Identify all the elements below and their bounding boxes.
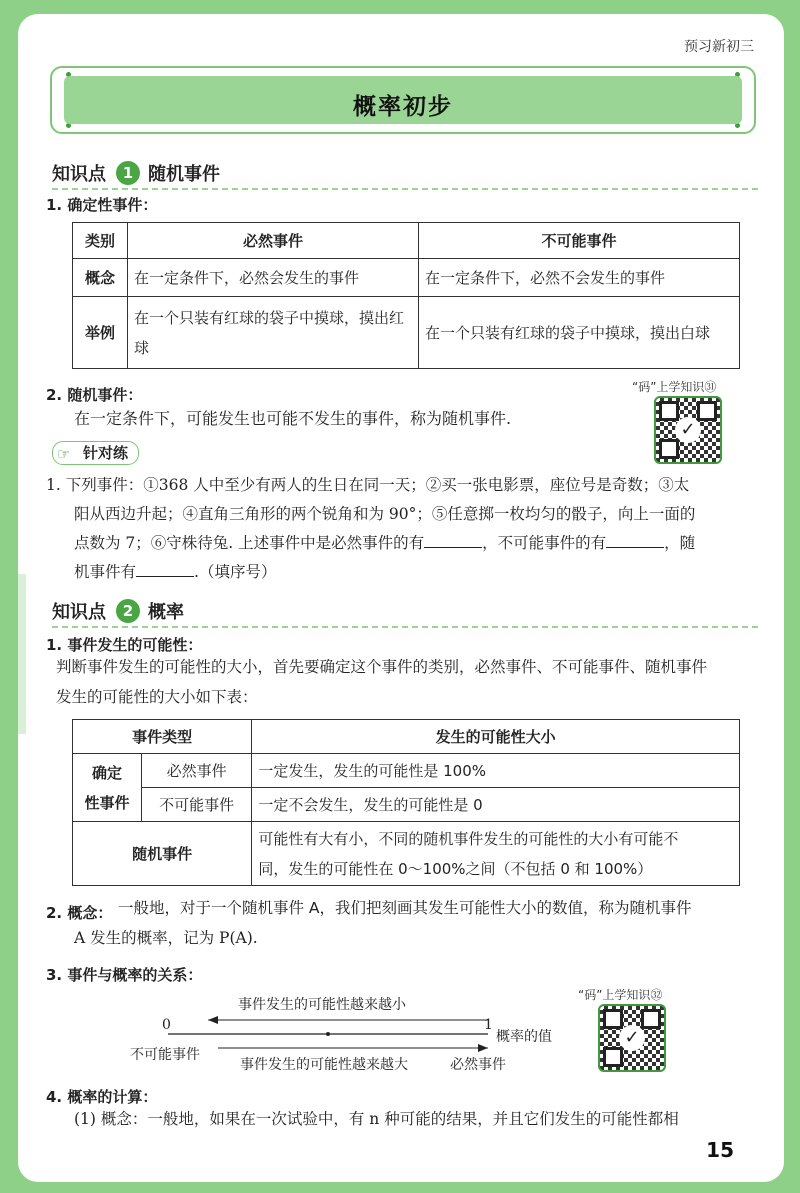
decreasing-arrowhead (208, 1016, 218, 1024)
practice-label: 针对练 (83, 444, 129, 462)
qr-corner (641, 1009, 661, 1029)
kp2-item1-title: 1. 事件发生的可能性： (46, 636, 203, 654)
practice-q1-text: .（填序号） (194, 563, 277, 581)
table-header-certain: 必然事件 (128, 223, 419, 259)
axis-one-label: 1 (484, 1017, 493, 1033)
answer-blank-random[interactable] (136, 560, 194, 577)
qr-corner (659, 401, 679, 421)
kp1-heading (52, 158, 758, 190)
practice-q1-text: 机事件有 (74, 563, 137, 581)
check-icon: ✓ (675, 417, 701, 443)
kp1-title: 随机事件 (148, 164, 220, 185)
kp2-divider (52, 626, 758, 628)
practice-q1-text: ，随 (664, 534, 696, 552)
kp2-item1-line2: 发生的可能性的大小如下表： (56, 688, 258, 706)
decreasing-label: 事件发生的可能性越来越小 (238, 997, 406, 1013)
kp2-item2-title: 2. 概念： (46, 904, 113, 922)
practice-q1-text: 点数为 7；⑥守株待兔. 上述事件中是必然事件的有 (74, 534, 425, 552)
page (18, 14, 784, 1182)
kp2-heading (52, 596, 758, 628)
kp2-item1-line1: 判断事件发生的可能性的大小，首先要确定这个事件的类别，必然事件、不可能事件、随机事件 (56, 658, 708, 676)
kp2-item3-title: 3. 事件与概率的关系： (46, 966, 203, 984)
deterministic-events-table (72, 222, 740, 369)
table-cell-line: 同，发生的可能性在 0～100%之间（不包括 0 和 100%） (258, 859, 653, 878)
practice-q1-line3 (74, 528, 695, 558)
table-row (73, 754, 740, 788)
table-group-cell (73, 754, 142, 822)
table-row (73, 297, 740, 369)
increasing-label: 事件发生的可能性越来越大 (240, 1057, 408, 1073)
table-cell (252, 822, 740, 886)
table-cell: 在一个只装有红球的袋子中摸球，摸出白球 (419, 297, 740, 369)
kp2-label: 知识点 (52, 602, 106, 623)
table-header-impossible: 不可能事件 (419, 223, 740, 259)
axis-zero-label: 0 (162, 1017, 171, 1033)
kp1-item2-text: 在一定条件下，可能发生也可能不发生的事件，称为随机事件. (74, 409, 512, 428)
qr-corner (603, 1009, 623, 1029)
page-title: 概率初步 (353, 94, 453, 120)
kp1-number-badge: 1 (116, 161, 140, 185)
kp2-item2-line1: 一般地，对于一个随机事件 A，我们把刻画其发生可能性大小的数值，称为随机事件 (118, 899, 692, 917)
qr-corner (697, 401, 717, 421)
answer-blank-impossible[interactable] (606, 531, 664, 548)
likelihood-table (72, 719, 740, 886)
qr-corner (659, 439, 679, 459)
group-label-line: 确定 (91, 763, 122, 782)
banner-fill (64, 76, 742, 124)
table-cell: 在一定条件下，必然不会发生的事件 (419, 259, 740, 297)
grade-label: 预习新初三 (684, 39, 754, 55)
qr-caption: “码”上学知识㉛ (632, 380, 717, 394)
kp2-title: 概率 (148, 602, 184, 623)
practice-q1-line1: 1. 下列事件：①368 人中至少有两人的生日在同一天；②买一张电影票，座位号是奇数；③太 (46, 476, 690, 494)
increasing-arrowhead (478, 1044, 488, 1052)
kp2-item2-line2: A 发生的概率，记为 P(A). (74, 929, 258, 947)
kp2-number-badge: 2 (116, 599, 140, 623)
table-cell-line: 可能性有大有小，不同的随机事件发生的可能性的大小有可能不 (258, 829, 679, 848)
table-header-category: 类别 (73, 223, 128, 259)
table-row (73, 259, 740, 297)
table-header-row (73, 720, 740, 754)
title-banner (50, 66, 756, 134)
certain-event-label: 必然事件 (450, 1057, 506, 1073)
table-header-likelihood: 发生的可能性大小 (252, 720, 740, 754)
table-cell: 不可能事件 (142, 788, 252, 822)
table-cell: 概念 (73, 259, 128, 297)
qr-caption: “码”上学知识㉜ (578, 988, 663, 1002)
table-header-type: 事件类型 (73, 720, 252, 754)
table-row (73, 788, 740, 822)
check-icon: ✓ (619, 1025, 645, 1051)
practice-q1-line2: 阳从西边升起；④直角三角形的两个锐角和为 90°；⑤任意掷一枚均匀的骰子，向上一面的 (74, 505, 696, 523)
table-row (73, 822, 740, 886)
table-cell: 一定不会发生，发生的可能性是 0 (252, 788, 740, 822)
pointing-hand-icon: ☞ (57, 445, 71, 463)
table-cell: 在一个只装有红球的袋子中摸球，摸出红球 (128, 297, 419, 369)
page-edge-tint (18, 574, 26, 734)
kp2-item4-line1: (1) 概念：一般地，如果在一次试验中，有 n 种可能的结果，并且它们发生的可能性都相 (74, 1110, 679, 1128)
practice-q1-line4 (74, 557, 276, 587)
answer-blank-certain[interactable] (424, 531, 482, 548)
page-number: 15 (706, 1138, 734, 1162)
group-label-line: 性事件 (84, 793, 130, 812)
impossible-event-label: 不可能事件 (130, 1047, 200, 1063)
table-cell: 随机事件 (73, 822, 252, 886)
kp1-label: 知识点 (52, 164, 106, 185)
table-header-row (73, 223, 740, 259)
kp1-item1-title: 1. 确定性事件： (46, 196, 158, 214)
midpoint-marker (326, 1032, 330, 1036)
table-cell: 举例 (73, 297, 128, 369)
qr-code-31[interactable] (654, 396, 722, 464)
kp1-divider (52, 188, 758, 190)
kp2-item4-title: 4. 概率的计算： (46, 1088, 158, 1106)
table-cell: 必然事件 (142, 754, 252, 788)
qr-code-32[interactable] (598, 1004, 666, 1072)
qr-corner (603, 1047, 623, 1067)
table-cell: 一定发生，发生的可能性是 100% (252, 754, 740, 788)
table-cell: 在一定条件下，必然会发生的事件 (128, 259, 419, 297)
axis-title: 概率的值 (496, 1029, 552, 1045)
practice-tag (52, 441, 139, 465)
kp1-item2-title: 2. 随机事件： (46, 386, 143, 404)
practice-q1-text: ，不可能事件的有 (482, 534, 607, 552)
